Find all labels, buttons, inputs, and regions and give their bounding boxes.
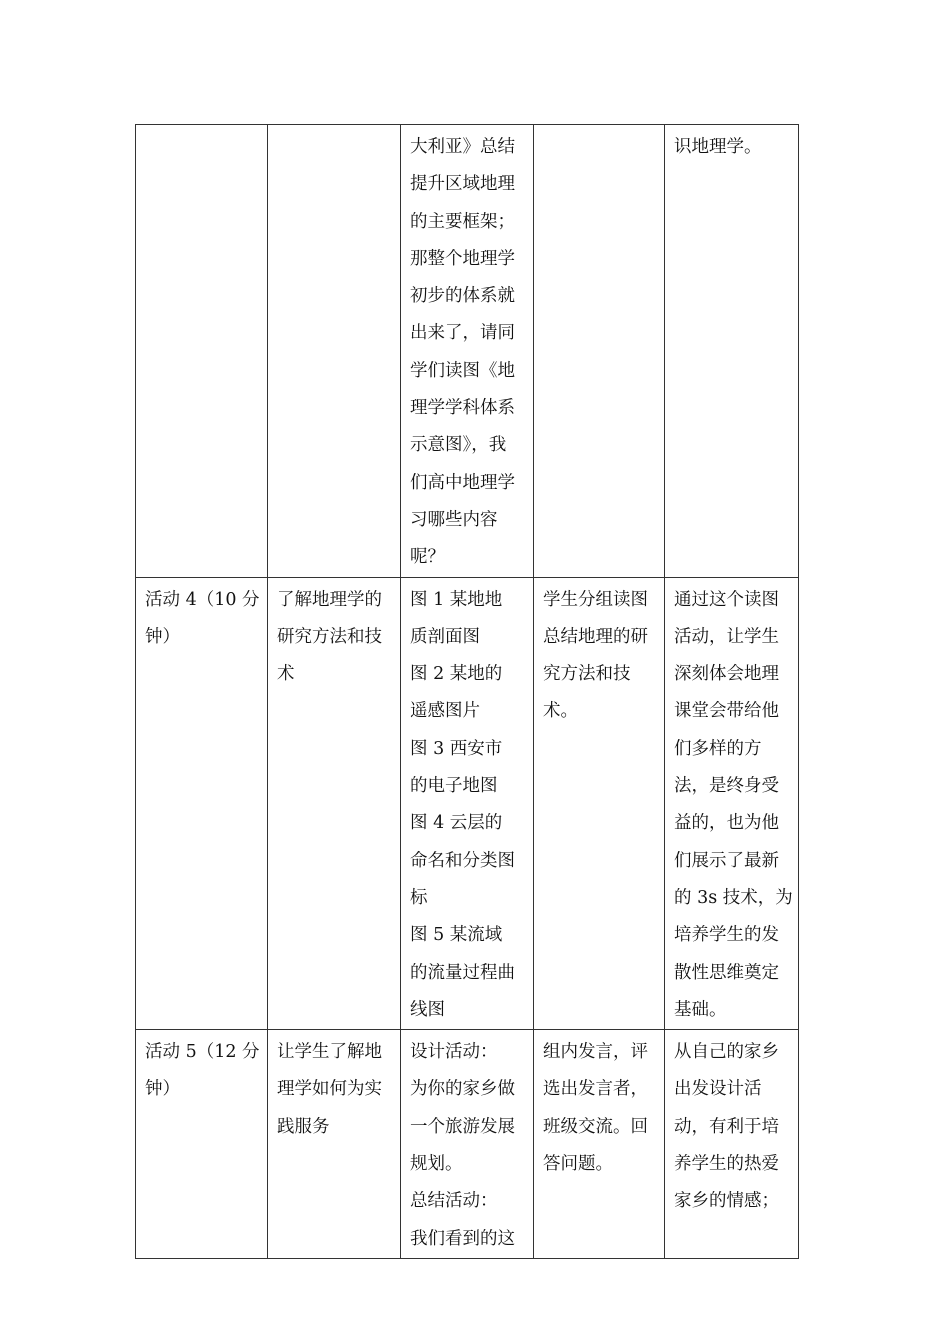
objective-cell bbox=[268, 125, 401, 578]
cell-text-line: 图 3 西安市 bbox=[410, 738, 503, 759]
cell-text-line: 们高中地理学 bbox=[410, 472, 515, 493]
cell-text-line: 的电子地图 bbox=[410, 776, 498, 797]
cell-text-line: 图 1 某地地 bbox=[410, 589, 503, 610]
cell-text-line: 那整个地理学 bbox=[410, 248, 515, 269]
cell-text-line: 我们看到的这 bbox=[410, 1228, 515, 1249]
cell-text-line: 大利亚》总结 bbox=[410, 137, 515, 157]
objective-cell bbox=[268, 1030, 401, 1259]
cell-text-line: 养学生的热爱 bbox=[674, 1154, 779, 1175]
cell-text-line: 总结地理的研 bbox=[543, 626, 648, 647]
cell-text-line: 们展示了最新 bbox=[674, 850, 779, 871]
cell-text-line: 图 2 某地的 bbox=[410, 664, 503, 685]
cell-text-line: 遥感图片 bbox=[410, 701, 480, 722]
objective-cell bbox=[268, 577, 401, 1030]
cell-text-line: 让学生了解地 bbox=[277, 1042, 382, 1063]
content-cell bbox=[401, 1030, 534, 1259]
cell-text-line: 示意图》，我 bbox=[410, 435, 507, 456]
cell-text-line: 呢？ bbox=[410, 547, 445, 568]
cell-text-line: 出发设计活 bbox=[674, 1079, 762, 1100]
rationale-cell bbox=[665, 1030, 799, 1259]
cell-text-line: 图 4 云层的 bbox=[410, 813, 503, 834]
cell-text-line: 研究方法和技 bbox=[277, 626, 382, 647]
cell-text-line: 出来了，请同 bbox=[410, 323, 515, 344]
cell-text-line: 一个旅游发展 bbox=[410, 1116, 515, 1137]
cell-text-line: 钟） bbox=[145, 1079, 180, 1100]
cell-text-line: 命名和分类图 bbox=[410, 850, 515, 871]
activity-cell bbox=[136, 125, 268, 578]
cell-text-line: 线图 bbox=[410, 999, 445, 1020]
cell-text-line: 钟） bbox=[145, 626, 180, 647]
cell-text-line: 的主要框架； bbox=[410, 211, 515, 232]
cell-text-line: 活动 5（12 分 bbox=[145, 1042, 260, 1063]
cell-text-line: 们多样的方 bbox=[674, 738, 762, 759]
cell-text-line: 究方法和技 bbox=[543, 664, 631, 685]
cell-text-line: 设计活动： bbox=[410, 1042, 498, 1063]
cell-text-line: 动，有利于培 bbox=[674, 1116, 779, 1137]
activity-cell bbox=[136, 1030, 268, 1259]
cell-text-line: 深刻体会地理 bbox=[674, 664, 779, 685]
cell-text-line: 从自己的家乡 bbox=[674, 1042, 779, 1063]
cell-text-line: 了解地理学的 bbox=[277, 589, 382, 610]
rationale-cell bbox=[665, 125, 799, 578]
student-activity-cell bbox=[534, 577, 665, 1030]
cell-text-line: 通过这个读图 bbox=[674, 589, 779, 610]
cell-text-line: 培养学生的发 bbox=[674, 925, 779, 946]
content-cell bbox=[401, 125, 534, 578]
student-activity-cell bbox=[534, 125, 665, 578]
table-row bbox=[136, 1030, 799, 1259]
cell-text-line: 识地理学。 bbox=[674, 137, 762, 157]
cell-text-line: 的流量过程曲 bbox=[410, 962, 515, 983]
student-activity-cell bbox=[534, 1030, 665, 1259]
cell-text-line: 答问题。 bbox=[543, 1154, 613, 1175]
cell-text-line: 散性思维奠定 bbox=[674, 962, 779, 983]
table-row bbox=[136, 577, 799, 1030]
cell-text-line: 班级交流。回 bbox=[543, 1116, 648, 1137]
cell-text-line: 活动 4（10 分 bbox=[145, 589, 260, 610]
cell-text-line: 为你的家乡做 bbox=[410, 1079, 515, 1100]
cell-text-line: 课堂会带给他 bbox=[674, 701, 779, 722]
content-cell bbox=[401, 577, 534, 1030]
cell-text-line: 术。 bbox=[543, 701, 578, 722]
table-body bbox=[136, 125, 799, 1259]
cell-text-line: 选出发言者， bbox=[543, 1079, 648, 1100]
cell-text-line: 法，是终身受 bbox=[674, 776, 779, 797]
table-row bbox=[136, 125, 799, 578]
activity-cell bbox=[136, 577, 268, 1030]
cell-text-line: 学生分组读图 bbox=[543, 589, 648, 610]
cell-text-line: 理学如何为实 bbox=[277, 1079, 382, 1100]
cell-text-line: 基础。 bbox=[674, 999, 727, 1020]
cell-text-line: 的 3s 技术，为 bbox=[674, 887, 793, 908]
cell-text-line: 规划。 bbox=[410, 1154, 463, 1175]
cell-text-line: 质剖面图 bbox=[410, 626, 480, 647]
cell-text-line: 提升区域地理 bbox=[410, 174, 515, 195]
rationale-cell bbox=[665, 577, 799, 1030]
cell-text-line: 初步的体系就 bbox=[410, 286, 515, 307]
cell-text-line: 活动，让学生 bbox=[674, 626, 779, 647]
cell-text-line: 图 5 某流域 bbox=[410, 925, 503, 946]
cell-text-line: 学们读图《地 bbox=[410, 360, 515, 381]
cell-text-line: 习哪些内容 bbox=[410, 509, 498, 530]
cell-text-line: 总结活动： bbox=[410, 1191, 498, 1212]
cell-text-line: 术 bbox=[277, 664, 295, 685]
cell-text-line: 益的，也为他 bbox=[674, 813, 779, 834]
cell-text-line: 组内发言，评 bbox=[543, 1042, 648, 1063]
cell-text-line: 标 bbox=[410, 887, 428, 908]
cell-text-line: 践服务 bbox=[277, 1116, 330, 1137]
lesson-plan-table bbox=[135, 124, 799, 1259]
cell-text-line: 家乡的情感； bbox=[674, 1191, 779, 1212]
cell-text-line: 理学学科体系 bbox=[410, 398, 515, 419]
